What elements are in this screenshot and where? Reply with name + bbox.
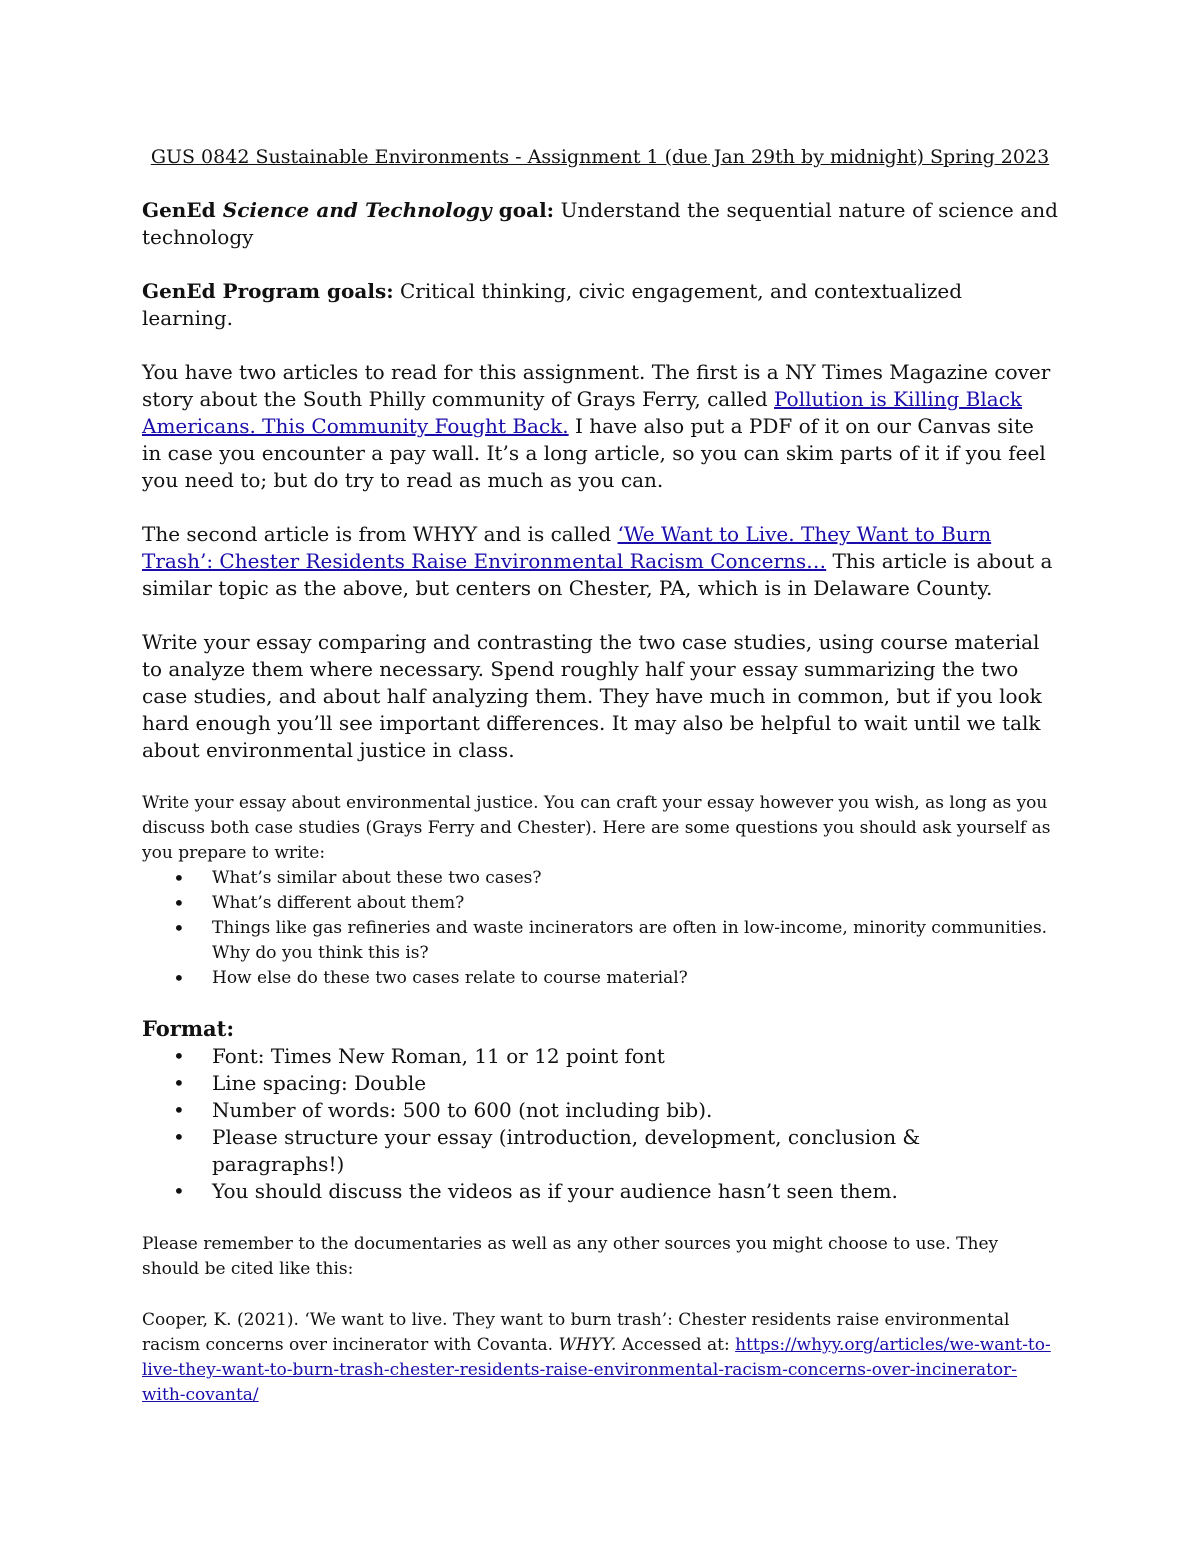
list-item: • Things like gas refineries and waste incinerators are often in low-income, minority communities. Why do you think this is?	[142, 916, 1058, 966]
whyy-article-link[interactable]: ‘We Want to Live. They Want to Burn Trash’: Chester Residents Raise Environmental Racism Concerns…	[142, 522, 992, 573]
gened-st-goal	[142, 197, 1058, 251]
format-list	[142, 1043, 1058, 1205]
essay-instructions-paragraph: Write your essay comparing and contrasting the two case studies, using course material to analyze them where necessary. Spend roughly half your essay summarizing the two case studies, and about half analyzing them. They have much in common, but if you look hard enough you’ll see important differences. It may also be helpful to wait until we talk about environmental justice in class.	[142, 630, 1042, 762]
para2-before: The second article is from WHYY and is called	[142, 522, 618, 546]
essay-questions-intro: Write your essay about environmental justice. You can craft your essay however you wish, as long as you discuss both case studies (Grays Ferry and Chester). Here are some questions you should ask yourself as you prepare to write:	[142, 793, 1051, 863]
para2-after: This article is about a similar topic as the above, but centers on Chester, PA, which is in Delaware County.	[142, 549, 1053, 600]
gened-st-label-lead: GenEd	[142, 198, 223, 222]
first-article-paragraph	[142, 359, 1058, 494]
gened-program-label: GenEd Program goals:	[142, 279, 394, 303]
reference-publisher: WHYY.	[558, 1335, 617, 1355]
list-item: • What’s similar about these two cases?	[142, 866, 1058, 891]
list-item: • Please structure your essay (introduction, development, conclusion & paragraphs!)	[142, 1124, 1058, 1178]
essay-questions-list	[142, 866, 1058, 991]
list-item: • How else do these two cases relate to course material?	[142, 966, 1058, 991]
list-item: • Line spacing: Double	[142, 1070, 1058, 1097]
list-item: • Font: Times New Roman, 11 or 12 point font	[142, 1043, 1058, 1070]
citation-note: Please remember to the documentaries as well as any other sources you might choose to use. They should be cited like this:	[142, 1234, 999, 1279]
gened-st-label-italic: Science and Technology	[222, 198, 492, 222]
gened-st-label-trail: goal:	[491, 198, 555, 222]
list-item: • What’s different about them?	[142, 891, 1058, 916]
reference-url-link[interactable]: https://whyy.org/articles/we-want-to-live-they-want-to-burn-trash-chester-residents-raise-environmental-racism-concerns-over-incinerator-with-covanta/	[142, 1335, 1051, 1405]
list-item: • You should discuss the videos as if your audience hasn’t seen them.	[142, 1178, 1058, 1205]
second-article-paragraph	[142, 521, 1058, 602]
document-body	[142, 143, 1058, 1408]
nyt-article-link[interactable]: Pollution is Killing Black Americans. This Community Fought Back.	[142, 387, 1023, 438]
gened-program-text: Critical thinking, civic engagement, and contextualized learning.	[142, 279, 963, 330]
format-heading: Format:	[142, 1016, 235, 1041]
para1-after: I have also put a PDF of it on our Canvas site in case you encounter a pay wall. It’s a long article, so you can skim parts of it if you feel you need to; but do try to read as much as you can.	[142, 414, 1046, 492]
reference-entry	[142, 1308, 1058, 1408]
gened-program-goals	[142, 278, 1058, 332]
reference-text: Cooper, K. (2021). ‘We want to live. They want to burn trash’: Chester residents raise environmental racism concerns over incinerator with Covanta.	[142, 1310, 1010, 1355]
list-item: • Number of words: 500 to 600 (not including bib).	[142, 1097, 1058, 1124]
para1-before: You have two articles to read for this assignment. The first is a NY Times Magazine cover story about the South Philly community of Grays Ferry, called	[142, 360, 1051, 411]
reference-accessed: Accessed at:	[616, 1335, 736, 1355]
assignment-title: GUS 0842 Sustainable Environments - Assignment 1 (due Jan 29th by midnight) Spring 2023	[150, 146, 1050, 168]
gened-st-goal-text: Understand the sequential nature of science and technology	[142, 198, 1058, 249]
